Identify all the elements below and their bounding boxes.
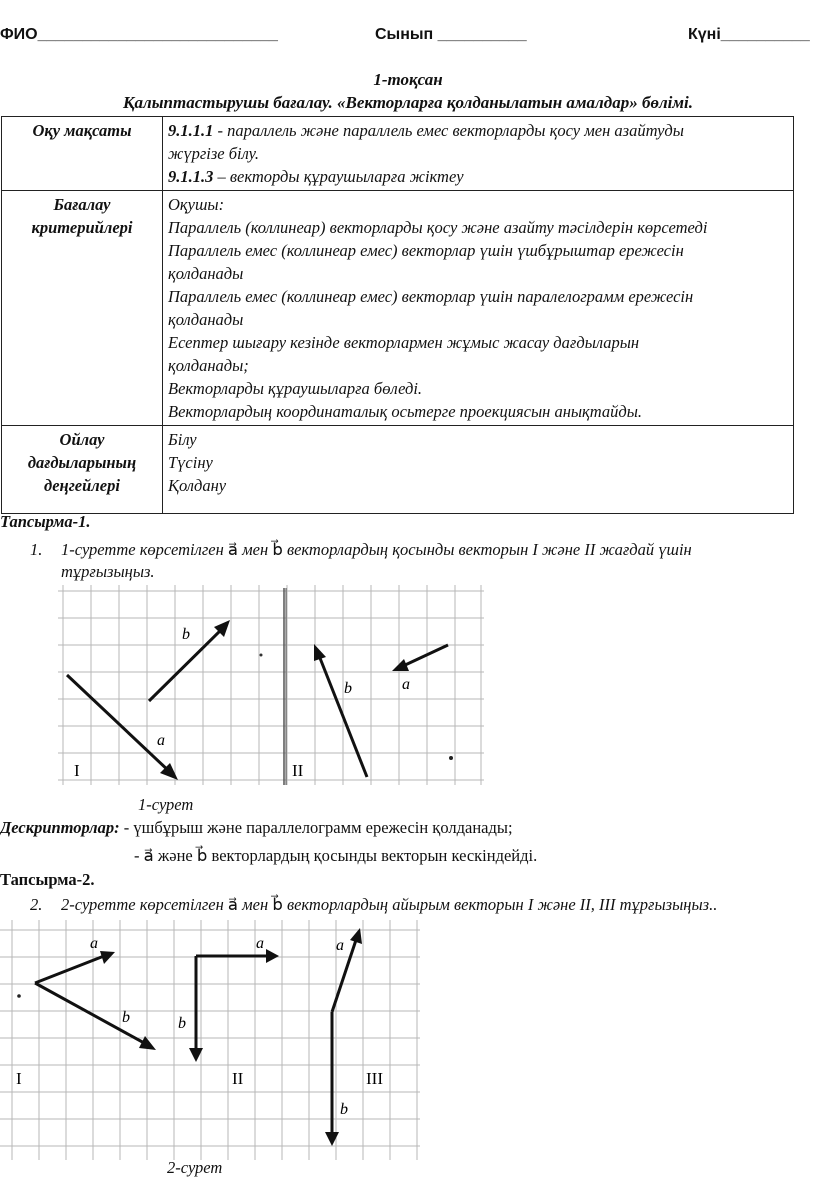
- goal1-text2: жүргізе білу.: [168, 144, 260, 163]
- vector-a-symbol: a⃗: [227, 540, 239, 559]
- label-a-fig2-case3: a⃗: [336, 937, 357, 954]
- goals-cell: [163, 117, 794, 191]
- descriptors-label: Дескрипторлар:: [0, 818, 120, 837]
- goal1-text: - параллель және параллель емес векторларды қосу мен азайтуды: [213, 121, 684, 140]
- figure-1-grid: [58, 585, 484, 785]
- vector-a-fig2-case1: [35, 951, 115, 983]
- criteria-table: [1, 116, 794, 514]
- figure-2-caption: 2-сурет: [167, 1158, 223, 1177]
- descriptors-line2: - a⃗ және b⃗ векторлардың қосынды векторын кескіндейді.: [134, 846, 538, 865]
- label-b-fig2-case3: b⃗: [340, 1101, 361, 1118]
- criteria-cell: [163, 191, 794, 426]
- criteria-line: Оқушы:: [168, 195, 225, 214]
- name-field[interactable]: ФИО___________________________: [0, 26, 278, 43]
- task1-title: Тапсырма-1.: [0, 512, 91, 531]
- task1-text-line2: тұрғызыңыз.: [61, 562, 155, 581]
- date-field[interactable]: Күні__________: [688, 26, 810, 43]
- criteria-line: Векторларды құраушыларға бөледі.: [168, 379, 423, 398]
- table-row: [2, 426, 794, 514]
- page-title: Қалыптастырушы бағалау. «Векторларға қолданылатын амалдар» бөлімі.: [122, 93, 694, 112]
- criteria-line: Векторлардың координаталық осьтерге проекциясын анықтайды.: [168, 402, 643, 421]
- task1-number: 1.: [30, 540, 43, 559]
- label-b-fig2-case1: b⃗: [122, 1009, 143, 1026]
- task1-text: 1-суретте көрсетілген a⃗ мен b⃗ векторлардың қосынды векторын I және II жағдай үшін: [61, 540, 692, 559]
- criteria-line: қолданады;: [168, 356, 249, 375]
- levels-label: Ойлау дағдыларының деңгейлері: [2, 426, 163, 514]
- criteria-line: қолданады: [168, 310, 244, 329]
- goal2-text: – векторды құраушыларға жіктеу: [213, 167, 464, 186]
- descriptors-line1: Дескрипторлар: - үшбұрыш және параллелограмм ережесін қолданады;: [0, 818, 513, 837]
- table-row: [2, 117, 794, 191]
- levels-cell: [163, 426, 794, 514]
- vector-b-symbol: b⃗: [272, 540, 283, 559]
- case-label-2: II: [232, 1069, 244, 1088]
- label-a-fig2-case2: a⃗: [256, 935, 277, 952]
- criteria-line: Есептер шығару кезінде векторлармен жұмыс жасау дағдыларын: [168, 333, 640, 352]
- vector-a-symbol: a⃗: [143, 846, 154, 865]
- goal1-code: 9.1.1.1: [168, 121, 214, 140]
- label-b-case1: b⃗: [182, 626, 203, 643]
- criteria-line: қолданады: [168, 264, 244, 283]
- task2-number: 2.: [30, 895, 43, 914]
- goals-label: Оқу мақсаты: [2, 117, 163, 191]
- criteria-line: Параллель (коллинеар) векторларды қосу және азайту тәсілдерін көрсетеді: [168, 218, 708, 237]
- label-a-case1: a⃗: [157, 732, 178, 749]
- figure-2-grid: [0, 920, 420, 1160]
- vector-a-case2: [392, 645, 448, 671]
- case-label-1: I: [16, 1069, 22, 1088]
- table-row: [2, 191, 794, 426]
- vector-b-fig2-case3: [325, 1012, 339, 1146]
- case-label-2: II: [292, 761, 304, 780]
- level-item: Түсіну: [168, 453, 213, 472]
- vector-b-symbol: b⃗: [196, 846, 208, 865]
- label-a-fig2-case1: a⃗: [90, 935, 111, 952]
- label-b-case2: b⃗: [344, 680, 365, 697]
- criteria-label: Бағалау критерийлері: [2, 191, 163, 426]
- goal2-code: 9.1.1.3: [168, 167, 214, 186]
- vector-b-symbol: b⃗: [272, 895, 283, 914]
- level-item: Білу: [168, 430, 197, 449]
- task2-text: 2-суретте көрсетілген a⃗ мен b⃗ векторлардың айырым векторын I және II, III тұрғызыңыз..: [61, 895, 718, 914]
- case-label-1: I: [74, 761, 80, 780]
- task2-title: Тапсырма-2.: [0, 870, 95, 889]
- class-field[interactable]: Сынып __________: [375, 26, 527, 43]
- vector-b-case2: [314, 644, 367, 777]
- criteria-line: Параллель емес (коллинеар емес) векторлар үшін үшбұрыштар ережесін: [168, 241, 684, 260]
- figure-1-caption: 1-сурет: [138, 795, 194, 814]
- label-b-fig2-case2: b⃗: [178, 1015, 199, 1032]
- level-item: Қолдану: [168, 476, 227, 495]
- vector-a-symbol: a⃗: [227, 895, 239, 914]
- criteria-line: Параллель емес (коллинеар емес) векторлар үшін паралелограмм ережесін: [168, 287, 694, 306]
- quarter-heading: 1-тоқсан: [373, 70, 443, 89]
- label-a-case2: a⃗: [402, 676, 423, 693]
- case-label-3: III: [366, 1069, 383, 1088]
